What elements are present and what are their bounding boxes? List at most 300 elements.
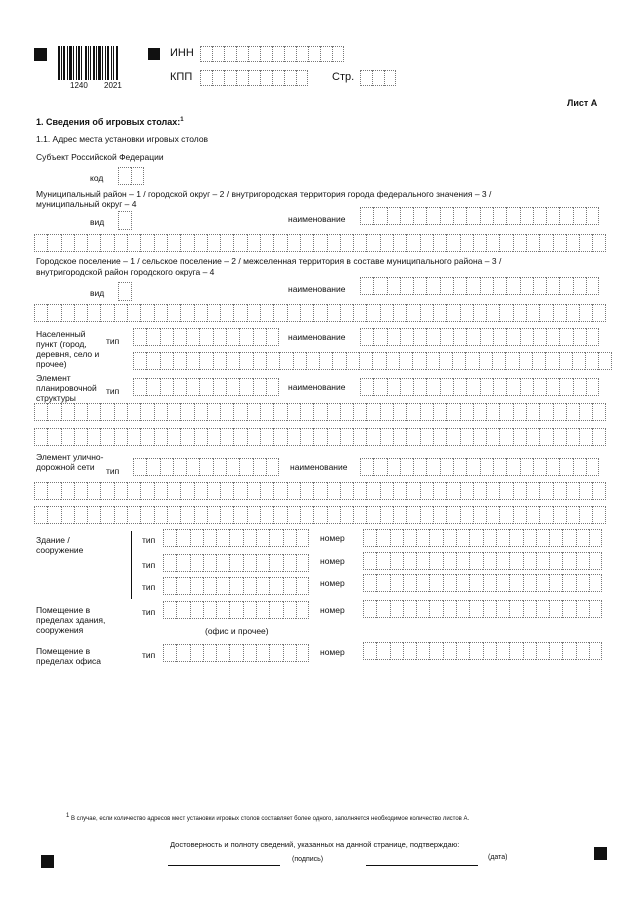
building-number-field-1[interactable] bbox=[363, 529, 602, 547]
input-cell[interactable] bbox=[284, 46, 296, 62]
input-cell[interactable] bbox=[460, 304, 473, 322]
input-cell[interactable] bbox=[493, 378, 506, 396]
input-cell[interactable] bbox=[446, 304, 459, 322]
input-cell[interactable] bbox=[579, 506, 592, 524]
input-cell[interactable] bbox=[390, 552, 403, 570]
input-cell[interactable] bbox=[229, 554, 242, 572]
input-cell[interactable] bbox=[212, 46, 224, 62]
input-cell[interactable] bbox=[446, 403, 459, 421]
input-cell[interactable] bbox=[266, 352, 279, 370]
input-cell[interactable] bbox=[440, 458, 453, 476]
input-cell[interactable] bbox=[199, 378, 212, 396]
input-cell[interactable] bbox=[320, 46, 332, 62]
input-cell[interactable] bbox=[579, 403, 592, 421]
input-cell[interactable] bbox=[539, 506, 552, 524]
input-cell[interactable] bbox=[513, 506, 526, 524]
input-cell[interactable] bbox=[34, 428, 47, 446]
input-cell[interactable] bbox=[293, 352, 306, 370]
input-cell[interactable] bbox=[480, 277, 493, 295]
input-cell[interactable] bbox=[473, 428, 486, 446]
input-cell[interactable] bbox=[100, 234, 113, 252]
input-cell[interactable] bbox=[366, 234, 379, 252]
planning-name-field-1[interactable] bbox=[360, 378, 599, 396]
input-cell[interactable] bbox=[260, 403, 273, 421]
input-cell[interactable] bbox=[586, 328, 599, 346]
input-cell[interactable] bbox=[393, 304, 406, 322]
input-cell[interactable] bbox=[360, 207, 373, 225]
input-cell[interactable] bbox=[420, 234, 433, 252]
inn-field[interactable] bbox=[200, 46, 344, 62]
input-cell[interactable] bbox=[586, 277, 599, 295]
input-cell[interactable] bbox=[386, 352, 399, 370]
input-cell[interactable] bbox=[506, 277, 519, 295]
input-cell[interactable] bbox=[539, 428, 552, 446]
input-cell[interactable] bbox=[420, 482, 433, 500]
input-cell[interactable] bbox=[549, 574, 562, 592]
input-cell[interactable] bbox=[300, 304, 313, 322]
input-cell[interactable] bbox=[499, 234, 512, 252]
input-cell[interactable] bbox=[248, 70, 260, 86]
input-cell[interactable] bbox=[532, 352, 545, 370]
input-cell[interactable] bbox=[549, 600, 562, 618]
input-cell[interactable] bbox=[384, 70, 396, 86]
input-cell[interactable] bbox=[416, 600, 429, 618]
input-cell[interactable] bbox=[247, 304, 260, 322]
input-cell[interactable] bbox=[180, 304, 193, 322]
input-cell[interactable] bbox=[469, 600, 482, 618]
input-cell[interactable] bbox=[266, 328, 279, 346]
input-cell[interactable] bbox=[226, 378, 239, 396]
input-cell[interactable] bbox=[413, 378, 426, 396]
input-cell[interactable] bbox=[589, 642, 602, 660]
input-cell[interactable] bbox=[313, 234, 326, 252]
input-cell[interactable] bbox=[226, 458, 239, 476]
input-cell[interactable] bbox=[167, 304, 180, 322]
input-cell[interactable] bbox=[74, 506, 87, 524]
input-cell[interactable] bbox=[387, 378, 400, 396]
input-cell[interactable] bbox=[340, 506, 353, 524]
input-cell[interactable] bbox=[536, 529, 549, 547]
input-cell[interactable] bbox=[216, 644, 229, 662]
input-cell[interactable] bbox=[118, 167, 131, 185]
input-cell[interactable] bbox=[390, 642, 403, 660]
input-cell[interactable] bbox=[61, 482, 74, 500]
input-cell[interactable] bbox=[469, 529, 482, 547]
input-cell[interactable] bbox=[536, 600, 549, 618]
kpp-field[interactable] bbox=[200, 70, 308, 86]
input-cell[interactable] bbox=[190, 577, 203, 595]
input-cell[interactable] bbox=[509, 574, 522, 592]
input-cell[interactable] bbox=[256, 554, 269, 572]
input-cell[interactable] bbox=[483, 642, 496, 660]
input-cell[interactable] bbox=[520, 378, 533, 396]
input-cell[interactable] bbox=[523, 529, 536, 547]
input-cell[interactable] bbox=[376, 642, 389, 660]
input-cell[interactable] bbox=[213, 328, 226, 346]
input-cell[interactable] bbox=[74, 304, 87, 322]
input-cell[interactable] bbox=[539, 234, 552, 252]
input-cell[interactable] bbox=[273, 428, 286, 446]
input-cell[interactable] bbox=[466, 378, 479, 396]
input-cell[interactable] bbox=[300, 482, 313, 500]
input-cell[interactable] bbox=[513, 482, 526, 500]
building-type-field-3[interactable] bbox=[163, 577, 309, 595]
input-cell[interactable] bbox=[559, 458, 572, 476]
input-cell[interactable] bbox=[226, 328, 239, 346]
input-cell[interactable] bbox=[296, 529, 309, 547]
input-cell[interactable] bbox=[236, 70, 248, 86]
input-cell[interactable] bbox=[480, 328, 493, 346]
input-cell[interactable] bbox=[506, 328, 519, 346]
input-cell[interactable] bbox=[233, 403, 246, 421]
input-cell[interactable] bbox=[403, 574, 416, 592]
input-cell[interactable] bbox=[579, 304, 592, 322]
input-cell[interactable] bbox=[562, 552, 575, 570]
input-cell[interactable] bbox=[456, 642, 469, 660]
input-cell[interactable] bbox=[247, 506, 260, 524]
input-cell[interactable] bbox=[400, 378, 413, 396]
input-cell[interactable] bbox=[545, 352, 558, 370]
input-cell[interactable] bbox=[526, 304, 539, 322]
input-cell[interactable] bbox=[269, 577, 282, 595]
input-cell[interactable] bbox=[360, 328, 373, 346]
input-cell[interactable] bbox=[260, 304, 273, 322]
input-cell[interactable] bbox=[233, 482, 246, 500]
input-cell[interactable] bbox=[133, 328, 146, 346]
input-cell[interactable] bbox=[34, 234, 47, 252]
input-cell[interactable] bbox=[273, 304, 286, 322]
input-cell[interactable] bbox=[256, 601, 269, 619]
input-cell[interactable] bbox=[526, 234, 539, 252]
input-cell[interactable] bbox=[576, 600, 589, 618]
input-cell[interactable] bbox=[47, 428, 60, 446]
input-cell[interactable] bbox=[220, 482, 233, 500]
input-cell[interactable] bbox=[399, 352, 412, 370]
input-cell[interactable] bbox=[100, 428, 113, 446]
street-name-field-3[interactable] bbox=[34, 506, 606, 524]
input-cell[interactable] bbox=[203, 577, 216, 595]
input-cell[interactable] bbox=[406, 304, 419, 322]
input-cell[interactable] bbox=[456, 529, 469, 547]
input-cell[interactable] bbox=[34, 304, 47, 322]
input-cell[interactable] bbox=[523, 574, 536, 592]
input-cell[interactable] bbox=[585, 352, 598, 370]
input-cell[interactable] bbox=[592, 482, 605, 500]
input-cell[interactable] bbox=[253, 352, 266, 370]
input-cell[interactable] bbox=[199, 458, 212, 476]
input-cell[interactable] bbox=[566, 234, 579, 252]
input-cell[interactable] bbox=[163, 577, 176, 595]
input-cell[interactable] bbox=[380, 428, 393, 446]
input-cell[interactable] bbox=[190, 554, 203, 572]
input-cell[interactable] bbox=[420, 403, 433, 421]
input-cell[interactable] bbox=[260, 482, 273, 500]
input-cell[interactable] bbox=[589, 529, 602, 547]
input-cell[interactable] bbox=[203, 529, 216, 547]
input-cell[interactable] bbox=[167, 482, 180, 500]
input-cell[interactable] bbox=[539, 403, 552, 421]
input-cell[interactable] bbox=[433, 304, 446, 322]
input-cell[interactable] bbox=[154, 482, 167, 500]
input-cell[interactable] bbox=[372, 70, 384, 86]
input-cell[interactable] bbox=[186, 458, 199, 476]
input-cell[interactable] bbox=[216, 554, 229, 572]
input-cell[interactable] bbox=[366, 403, 379, 421]
locality-name-field-2[interactable] bbox=[133, 352, 612, 370]
room-type-field[interactable] bbox=[163, 601, 309, 619]
input-cell[interactable] bbox=[207, 506, 220, 524]
input-cell[interactable] bbox=[114, 506, 127, 524]
input-cell[interactable] bbox=[146, 328, 159, 346]
settlement-name-field-2[interactable] bbox=[34, 304, 606, 322]
input-cell[interactable] bbox=[47, 506, 60, 524]
input-cell[interactable] bbox=[443, 600, 456, 618]
input-cell[interactable] bbox=[226, 352, 239, 370]
input-cell[interactable] bbox=[363, 529, 376, 547]
input-cell[interactable] bbox=[239, 352, 252, 370]
input-cell[interactable] bbox=[363, 600, 376, 618]
input-cell[interactable] bbox=[549, 642, 562, 660]
input-cell[interactable] bbox=[353, 234, 366, 252]
input-cell[interactable] bbox=[74, 428, 87, 446]
input-cell[interactable] bbox=[353, 304, 366, 322]
input-cell[interactable] bbox=[256, 577, 269, 595]
input-cell[interactable] bbox=[513, 234, 526, 252]
input-cell[interactable] bbox=[190, 601, 203, 619]
input-cell[interactable] bbox=[287, 506, 300, 524]
input-cell[interactable] bbox=[553, 506, 566, 524]
input-cell[interactable] bbox=[549, 552, 562, 570]
input-cell[interactable] bbox=[87, 482, 100, 500]
input-cell[interactable] bbox=[426, 277, 439, 295]
input-cell[interactable] bbox=[253, 378, 266, 396]
input-cell[interactable] bbox=[266, 378, 279, 396]
input-cell[interactable] bbox=[406, 482, 419, 500]
input-cell[interactable] bbox=[520, 458, 533, 476]
input-cell[interactable] bbox=[284, 70, 296, 86]
input-cell[interactable] bbox=[499, 304, 512, 322]
input-cell[interactable] bbox=[287, 304, 300, 322]
input-cell[interactable] bbox=[167, 506, 180, 524]
input-cell[interactable] bbox=[390, 600, 403, 618]
municipal-name-field-2[interactable] bbox=[34, 234, 606, 252]
input-cell[interactable] bbox=[273, 506, 286, 524]
input-cell[interactable] bbox=[466, 458, 479, 476]
input-cell[interactable] bbox=[373, 207, 386, 225]
input-cell[interactable] bbox=[243, 577, 256, 595]
input-cell[interactable] bbox=[296, 601, 309, 619]
office-room-type-field[interactable] bbox=[163, 644, 309, 662]
input-cell[interactable] bbox=[140, 482, 153, 500]
input-cell[interactable] bbox=[373, 378, 386, 396]
input-cell[interactable] bbox=[433, 482, 446, 500]
input-cell[interactable] bbox=[546, 207, 559, 225]
input-cell[interactable] bbox=[203, 644, 216, 662]
input-cell[interactable] bbox=[562, 574, 575, 592]
input-cell[interactable] bbox=[559, 207, 572, 225]
input-cell[interactable] bbox=[509, 600, 522, 618]
input-cell[interactable] bbox=[272, 70, 284, 86]
input-cell[interactable] bbox=[592, 506, 605, 524]
input-cell[interactable] bbox=[163, 529, 176, 547]
input-cell[interactable] bbox=[61, 403, 74, 421]
input-cell[interactable] bbox=[446, 234, 459, 252]
room-number-field[interactable] bbox=[363, 600, 602, 618]
input-cell[interactable] bbox=[140, 403, 153, 421]
input-cell[interactable] bbox=[579, 428, 592, 446]
input-cell[interactable] bbox=[220, 403, 233, 421]
input-cell[interactable] bbox=[496, 552, 509, 570]
input-cell[interactable] bbox=[127, 234, 140, 252]
municipal-name-field-1[interactable] bbox=[360, 207, 599, 225]
input-cell[interactable] bbox=[360, 378, 373, 396]
input-cell[interactable] bbox=[216, 577, 229, 595]
input-cell[interactable] bbox=[429, 642, 442, 660]
input-cell[interactable] bbox=[562, 529, 575, 547]
input-cell[interactable] bbox=[74, 482, 87, 500]
input-cell[interactable] bbox=[327, 304, 340, 322]
input-cell[interactable] bbox=[363, 642, 376, 660]
input-cell[interactable] bbox=[296, 577, 309, 595]
input-cell[interactable] bbox=[592, 234, 605, 252]
input-cell[interactable] bbox=[140, 506, 153, 524]
input-cell[interactable] bbox=[453, 378, 466, 396]
input-cell[interactable] bbox=[273, 403, 286, 421]
input-cell[interactable] bbox=[380, 403, 393, 421]
input-cell[interactable] bbox=[387, 277, 400, 295]
input-cell[interactable] bbox=[416, 552, 429, 570]
input-cell[interactable] bbox=[549, 529, 562, 547]
input-cell[interactable] bbox=[100, 304, 113, 322]
locality-type-field[interactable] bbox=[133, 328, 279, 346]
input-cell[interactable] bbox=[393, 506, 406, 524]
input-cell[interactable] bbox=[114, 428, 127, 446]
building-number-field-2[interactable] bbox=[363, 552, 602, 570]
date-line[interactable] bbox=[366, 865, 478, 866]
input-cell[interactable] bbox=[353, 482, 366, 500]
input-cell[interactable] bbox=[313, 506, 326, 524]
input-cell[interactable] bbox=[233, 304, 246, 322]
input-cell[interactable] bbox=[313, 304, 326, 322]
input-cell[interactable] bbox=[506, 207, 519, 225]
input-cell[interactable] bbox=[47, 403, 60, 421]
input-cell[interactable] bbox=[440, 378, 453, 396]
input-cell[interactable] bbox=[100, 482, 113, 500]
input-cell[interactable] bbox=[253, 328, 266, 346]
input-cell[interactable] bbox=[546, 378, 559, 396]
input-cell[interactable] bbox=[332, 352, 345, 370]
input-cell[interactable] bbox=[319, 352, 332, 370]
settlement-kind-field[interactable] bbox=[118, 282, 132, 301]
input-cell[interactable] bbox=[176, 601, 189, 619]
input-cell[interactable] bbox=[592, 403, 605, 421]
input-cell[interactable] bbox=[473, 403, 486, 421]
input-cell[interactable] bbox=[87, 403, 100, 421]
input-cell[interactable] bbox=[173, 328, 186, 346]
input-cell[interactable] bbox=[194, 403, 207, 421]
input-cell[interactable] bbox=[493, 328, 506, 346]
input-cell[interactable] bbox=[154, 506, 167, 524]
input-cell[interactable] bbox=[380, 506, 393, 524]
input-cell[interactable] bbox=[313, 403, 326, 421]
input-cell[interactable] bbox=[283, 554, 296, 572]
input-cell[interactable] bbox=[360, 70, 372, 86]
input-cell[interactable] bbox=[243, 601, 256, 619]
input-cell[interactable] bbox=[61, 234, 74, 252]
input-cell[interactable] bbox=[586, 207, 599, 225]
input-cell[interactable] bbox=[133, 352, 146, 370]
input-cell[interactable] bbox=[486, 506, 499, 524]
input-cell[interactable] bbox=[207, 403, 220, 421]
input-cell[interactable] bbox=[586, 378, 599, 396]
input-cell[interactable] bbox=[536, 552, 549, 570]
input-cell[interactable] bbox=[160, 328, 173, 346]
input-cell[interactable] bbox=[373, 277, 386, 295]
input-cell[interactable] bbox=[203, 554, 216, 572]
input-cell[interactable] bbox=[413, 328, 426, 346]
input-cell[interactable] bbox=[353, 506, 366, 524]
input-cell[interactable] bbox=[533, 277, 546, 295]
input-cell[interactable] bbox=[536, 642, 549, 660]
input-cell[interactable] bbox=[340, 304, 353, 322]
input-cell[interactable] bbox=[496, 574, 509, 592]
input-cell[interactable] bbox=[573, 277, 586, 295]
input-cell[interactable] bbox=[400, 207, 413, 225]
input-cell[interactable] bbox=[194, 234, 207, 252]
input-cell[interactable] bbox=[440, 207, 453, 225]
input-cell[interactable] bbox=[539, 304, 552, 322]
input-cell[interactable] bbox=[589, 600, 602, 618]
input-cell[interactable] bbox=[443, 642, 456, 660]
input-cell[interactable] bbox=[546, 328, 559, 346]
input-cell[interactable] bbox=[353, 428, 366, 446]
input-cell[interactable] bbox=[573, 207, 586, 225]
input-cell[interactable] bbox=[576, 574, 589, 592]
street-name-field-2[interactable] bbox=[34, 482, 606, 500]
input-cell[interactable] bbox=[416, 574, 429, 592]
input-cell[interactable] bbox=[207, 234, 220, 252]
input-cell[interactable] bbox=[220, 304, 233, 322]
input-cell[interactable] bbox=[34, 403, 47, 421]
input-cell[interactable] bbox=[426, 378, 439, 396]
input-cell[interactable] bbox=[140, 234, 153, 252]
input-cell[interactable] bbox=[523, 600, 536, 618]
input-cell[interactable] bbox=[243, 644, 256, 662]
input-cell[interactable] bbox=[453, 458, 466, 476]
input-cell[interactable] bbox=[429, 552, 442, 570]
input-cell[interactable] bbox=[420, 428, 433, 446]
input-cell[interactable] bbox=[306, 352, 319, 370]
input-cell[interactable] bbox=[163, 644, 176, 662]
input-cell[interactable] bbox=[493, 458, 506, 476]
input-cell[interactable] bbox=[127, 403, 140, 421]
input-cell[interactable] bbox=[473, 482, 486, 500]
input-cell[interactable] bbox=[127, 506, 140, 524]
input-cell[interactable] bbox=[207, 482, 220, 500]
input-cell[interactable] bbox=[373, 458, 386, 476]
input-cell[interactable] bbox=[469, 574, 482, 592]
input-cell[interactable] bbox=[559, 378, 572, 396]
input-cell[interactable] bbox=[576, 529, 589, 547]
input-cell[interactable] bbox=[586, 458, 599, 476]
input-cell[interactable] bbox=[154, 234, 167, 252]
input-cell[interactable] bbox=[300, 428, 313, 446]
input-cell[interactable] bbox=[340, 403, 353, 421]
input-cell[interactable] bbox=[213, 458, 226, 476]
input-cell[interactable] bbox=[239, 328, 252, 346]
input-cell[interactable] bbox=[163, 554, 176, 572]
input-cell[interactable] bbox=[452, 352, 465, 370]
